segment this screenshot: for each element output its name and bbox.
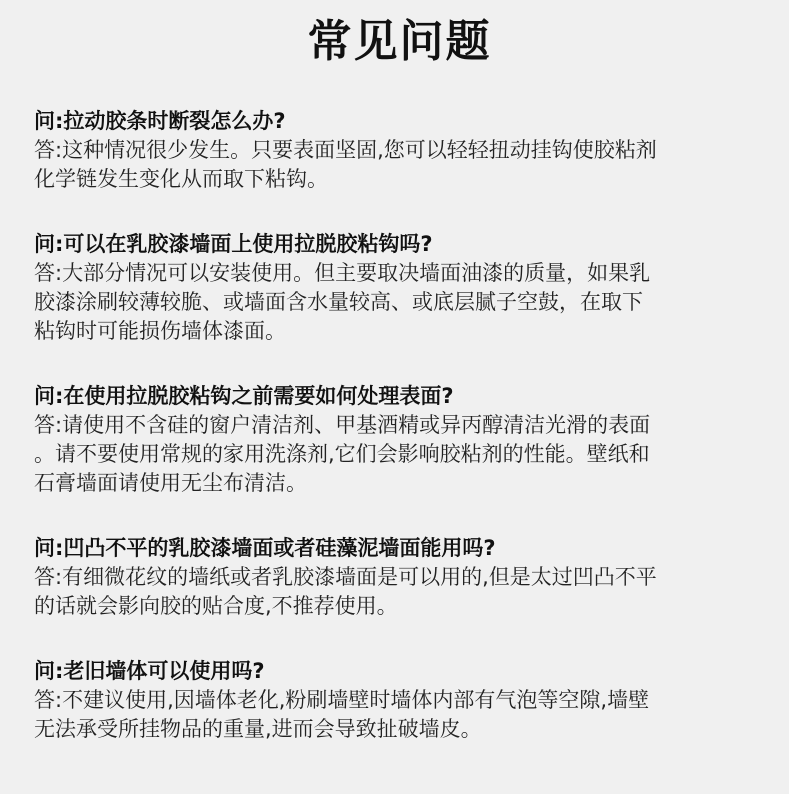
faq-answer-line: 。请不要使用常规的家用洗涤剂,它们会影响胶粘剂的性能。壁纸和 [34, 442, 650, 466]
faq-answer [34, 136, 765, 194]
faq-answer [34, 411, 765, 498]
faq-item [34, 229, 765, 346]
faq-answer-line: 答:不建议使用,因墙体老化,粉刷墙壁时墙体内部有气泡等空隙,墙壁 [34, 688, 650, 712]
faq-answer [34, 686, 765, 744]
faq-item [34, 533, 765, 621]
faq-answer-line: 答:大部分情况可以安装使用。但主要取决墙面油漆的质量，如果乳 [34, 261, 651, 285]
faq-answer [34, 259, 765, 346]
page-title: 常见问题 [307, 16, 492, 67]
faq-answer-line: 的话就会影向胶的贴合度,不推荐使用。 [34, 594, 398, 618]
faq-question: 问:拉动胶条时断裂怎么办? [34, 109, 286, 133]
faq-answer-line: 化学链发生变化从而取下粘钩。 [34, 167, 328, 191]
faq-answer-line: 粘钩时可能损伤墙体漆面。 [34, 319, 286, 343]
faq-answer-line: 胶漆涂刷较薄较脆、或墙面含水量较高、或底层腻子空鼓，在取下 [34, 290, 643, 314]
faq-question: 问:在使用拉脱胶粘钩之前需要如何处理表面? [34, 384, 454, 408]
faq-answer [34, 563, 765, 621]
faq-question: 问:凹凸不平的乳胶漆墙面或者硅藻泥墙面能用吗? [34, 536, 496, 560]
faq-item [34, 656, 765, 744]
faq-item [34, 381, 765, 498]
faq-question: 问:可以在乳胶漆墙面上使用拉脱胶粘钩吗? [34, 232, 433, 256]
faq-answer-line: 答:有细微花纹的墙纸或者乳胶漆墙面是可以用的,但是太过凹凸不平 [34, 565, 657, 589]
faq-answer-line: 石膏墙面请使用无尘布清洁。 [34, 471, 307, 495]
faq-answer-line: 无法承受所挂物品的重量,进而会导致扯破墙皮。 [34, 717, 482, 741]
faq-answer-line: 答:这种情况很少发生。只要表面坚固,您可以轻轻扭动挂钩使胶粘剂 [34, 138, 657, 162]
faq-answer-line: 答:请使用不含硅的窗户清洁剂、甲基酒精或异丙醇清洁光滑的表面 [34, 413, 651, 437]
faq-question: 问:老旧墙体可以使用吗? [34, 659, 265, 683]
faq-item [34, 106, 765, 194]
